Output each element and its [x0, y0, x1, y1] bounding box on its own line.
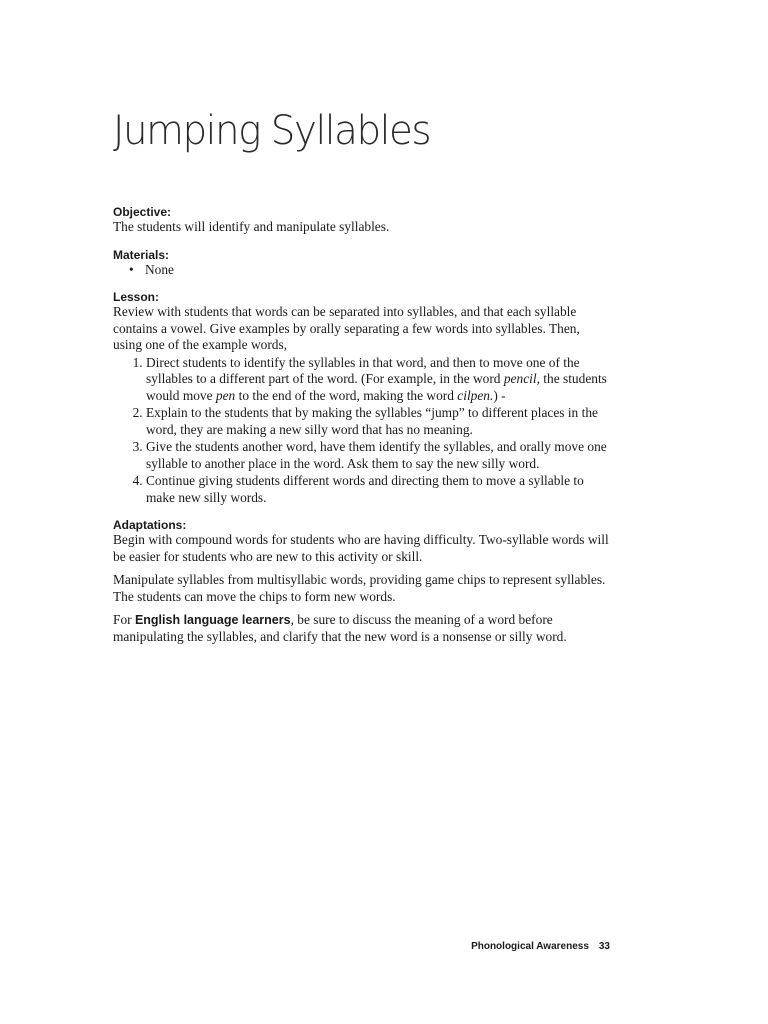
objective-label: Objective:: [113, 205, 172, 219]
lesson-content: [113, 205, 611, 645]
adaptations-section: [113, 518, 611, 645]
lesson-step-3: 3. Give the students another word, have them identify the syllables, and orally move one syllable to another place in the word. Ask them to say the new silly word.: [146, 439, 611, 472]
adaptations-label: Adaptations:: [113, 518, 187, 532]
step-1-text-c: to the end of the word, making the word: [235, 387, 458, 403]
adaptation-paragraph-2: Manipulate syllables from multisyllabic words, providing game chips to represent syllables. The students can move the chips to form new words.: [113, 572, 606, 604]
adaptation-paragraph-1: Begin with compound words for students who are having difficulty. Two-syllable words will be easier for students who are new to this activity or skill.: [113, 532, 609, 564]
materials-label: Materials:: [113, 247, 170, 262]
example-syllable-pen: pen: [215, 387, 236, 403]
ell-prefix: For: [113, 612, 135, 627]
lesson-step-1: [146, 355, 611, 405]
lesson-intro: Review with students that words can be separated into syllables, and that each syllable contains a vowel. Give examples by orally separating a few words into syllables. Then, using one of the example words,: [113, 304, 580, 352]
step-1-text-a: Direct students to identify the syllables in that word, and then to move one of the syllables to a different part of the word. (For example, in the word: [146, 354, 580, 386]
step-1-text-d: ) -: [493, 387, 506, 403]
materials-list: [113, 262, 611, 279]
adaptation-paragraph-3: [113, 612, 611, 645]
page-title: Jumping Syllables: [113, 108, 431, 154]
lesson-section: [113, 290, 611, 506]
lesson-steps: [113, 355, 611, 507]
lesson-label: Lesson:: [113, 290, 160, 304]
materials-item: • None: [129, 262, 611, 279]
footer-section-name: Phonological Awareness: [471, 941, 589, 952]
ell-term: English language learners: [134, 613, 291, 627]
lesson-step-4: 4. Continue giving students different words and directing them to move a syllable to make new silly words.: [146, 473, 611, 506]
page-footer: [471, 941, 610, 952]
lesson-step-2: 2. Explain to the students that by making the syllables “jump” to different places in the word, they are making a new silly word that has no meaning.: [146, 405, 611, 438]
ell-text: , be sure to discuss the meaning of a word before manipulating the syllables, and clarify that the new word is a nonsense or silly word.: [113, 612, 567, 644]
objective-text: The students will identify and manipulate syllables.: [113, 219, 390, 234]
step-1-text-b: the students would move: [146, 371, 607, 403]
example-word-cilpen: cilpen.: [457, 387, 494, 403]
materials-section: [113, 248, 611, 279]
example-word-pencil: pencil,: [503, 371, 540, 386]
objective-section: [113, 205, 611, 236]
page-number: 33: [598, 941, 610, 952]
